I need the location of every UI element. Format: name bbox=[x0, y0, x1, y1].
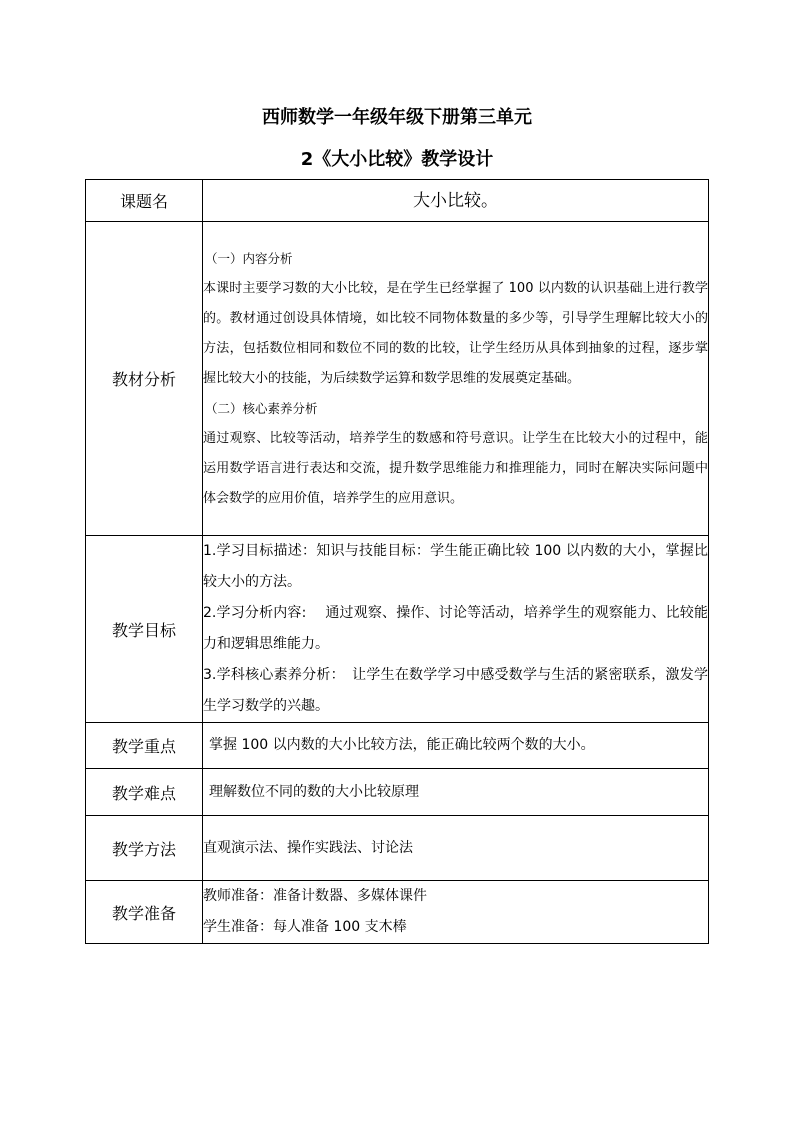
topic-label: 课题名 bbox=[86, 180, 203, 222]
table-row-goals bbox=[86, 536, 709, 723]
table-row-topic bbox=[86, 180, 709, 222]
lesson-plan-table bbox=[85, 179, 709, 944]
topic-value: 大小比较。 bbox=[203, 180, 709, 222]
table-row-key-point bbox=[86, 723, 709, 769]
document-subtitle: 2《大小比较》教学设计 bbox=[300, 149, 494, 170]
method-label: 教学方法 bbox=[86, 816, 203, 881]
key-point-value: 掌握 100 以内数的大小比较方法，能正确比较两个数的大小。 bbox=[209, 737, 595, 753]
method-value: 直观演示法、操作实践法、讨论法 bbox=[203, 839, 413, 856]
material-paragraph-content: 本课时主要学习数的大小比较，是在学生已经掌握了 100 以内数的认识基础上进行教学的。教材通过创设具体情境，如比较不同物体数量的多少等，引导学生理解比较大小的方法，包括数位相同和数位不同的数的比较，让学生经历从具体到抽象的过程，逐步掌握比较大小的技能，为后续数学运算和数学思维的发展奠定基础。 bbox=[203, 280, 708, 386]
preparation-content bbox=[203, 881, 709, 944]
goal-item-1: 1.学习目标描述：知识与技能目标：学生能正确比较 100 以内数的大小，掌握比较大小的方法。 bbox=[203, 543, 708, 590]
preparation-label: 教学准备 bbox=[86, 881, 203, 944]
document-title: 西师数学一年级年级下册第三单元 bbox=[262, 107, 532, 128]
material-paragraph-literacy: 通过观察、比较等活动，培养学生的数感和符号意识。让学生在比较大小的过程中，能运用数学语言进行表达和交流，提升数学思维能力和推理能力，同时在解决实际问题中体会数学的应用价值，培养学生的应用意识。 bbox=[203, 430, 708, 506]
preparation-student: 学生准备：每人准备 100 支木棒 bbox=[203, 919, 407, 935]
material-label: 教材分析 bbox=[86, 222, 203, 536]
goals-label: 教学目标 bbox=[86, 536, 203, 723]
material-heading-content-analysis: （一）内容分析 bbox=[205, 250, 293, 266]
goals-content bbox=[203, 536, 709, 723]
method-content bbox=[203, 816, 709, 881]
preparation-teacher: 教师准备：准备计数器、多媒体课件 bbox=[203, 888, 427, 904]
material-content bbox=[203, 222, 709, 536]
key-point-label: 教学重点 bbox=[86, 723, 203, 769]
table-row-preparation bbox=[86, 881, 709, 944]
difficulty-label: 教学难点 bbox=[86, 769, 203, 816]
material-heading-core-literacy: （二）核心素养分析 bbox=[205, 400, 318, 416]
table-row-method bbox=[86, 816, 709, 881]
key-point-content bbox=[203, 723, 709, 769]
goal-item-3: 3.学科核心素养分析： 让学生在数学学习中感受数学与生活的紧密联系，激发学生学习数学的兴趣。 bbox=[203, 667, 708, 714]
goal-item-2: 2.学习分析内容: 通过观察、操作、讨论等活动，培养学生的观察能力、比较能力和逻辑思维能力。 bbox=[203, 605, 708, 652]
difficulty-content bbox=[203, 769, 709, 816]
table-row-material bbox=[86, 222, 709, 536]
difficulty-value: 理解数位不同的数的大小比较原理 bbox=[209, 783, 419, 800]
table-row-difficulty bbox=[86, 769, 709, 816]
